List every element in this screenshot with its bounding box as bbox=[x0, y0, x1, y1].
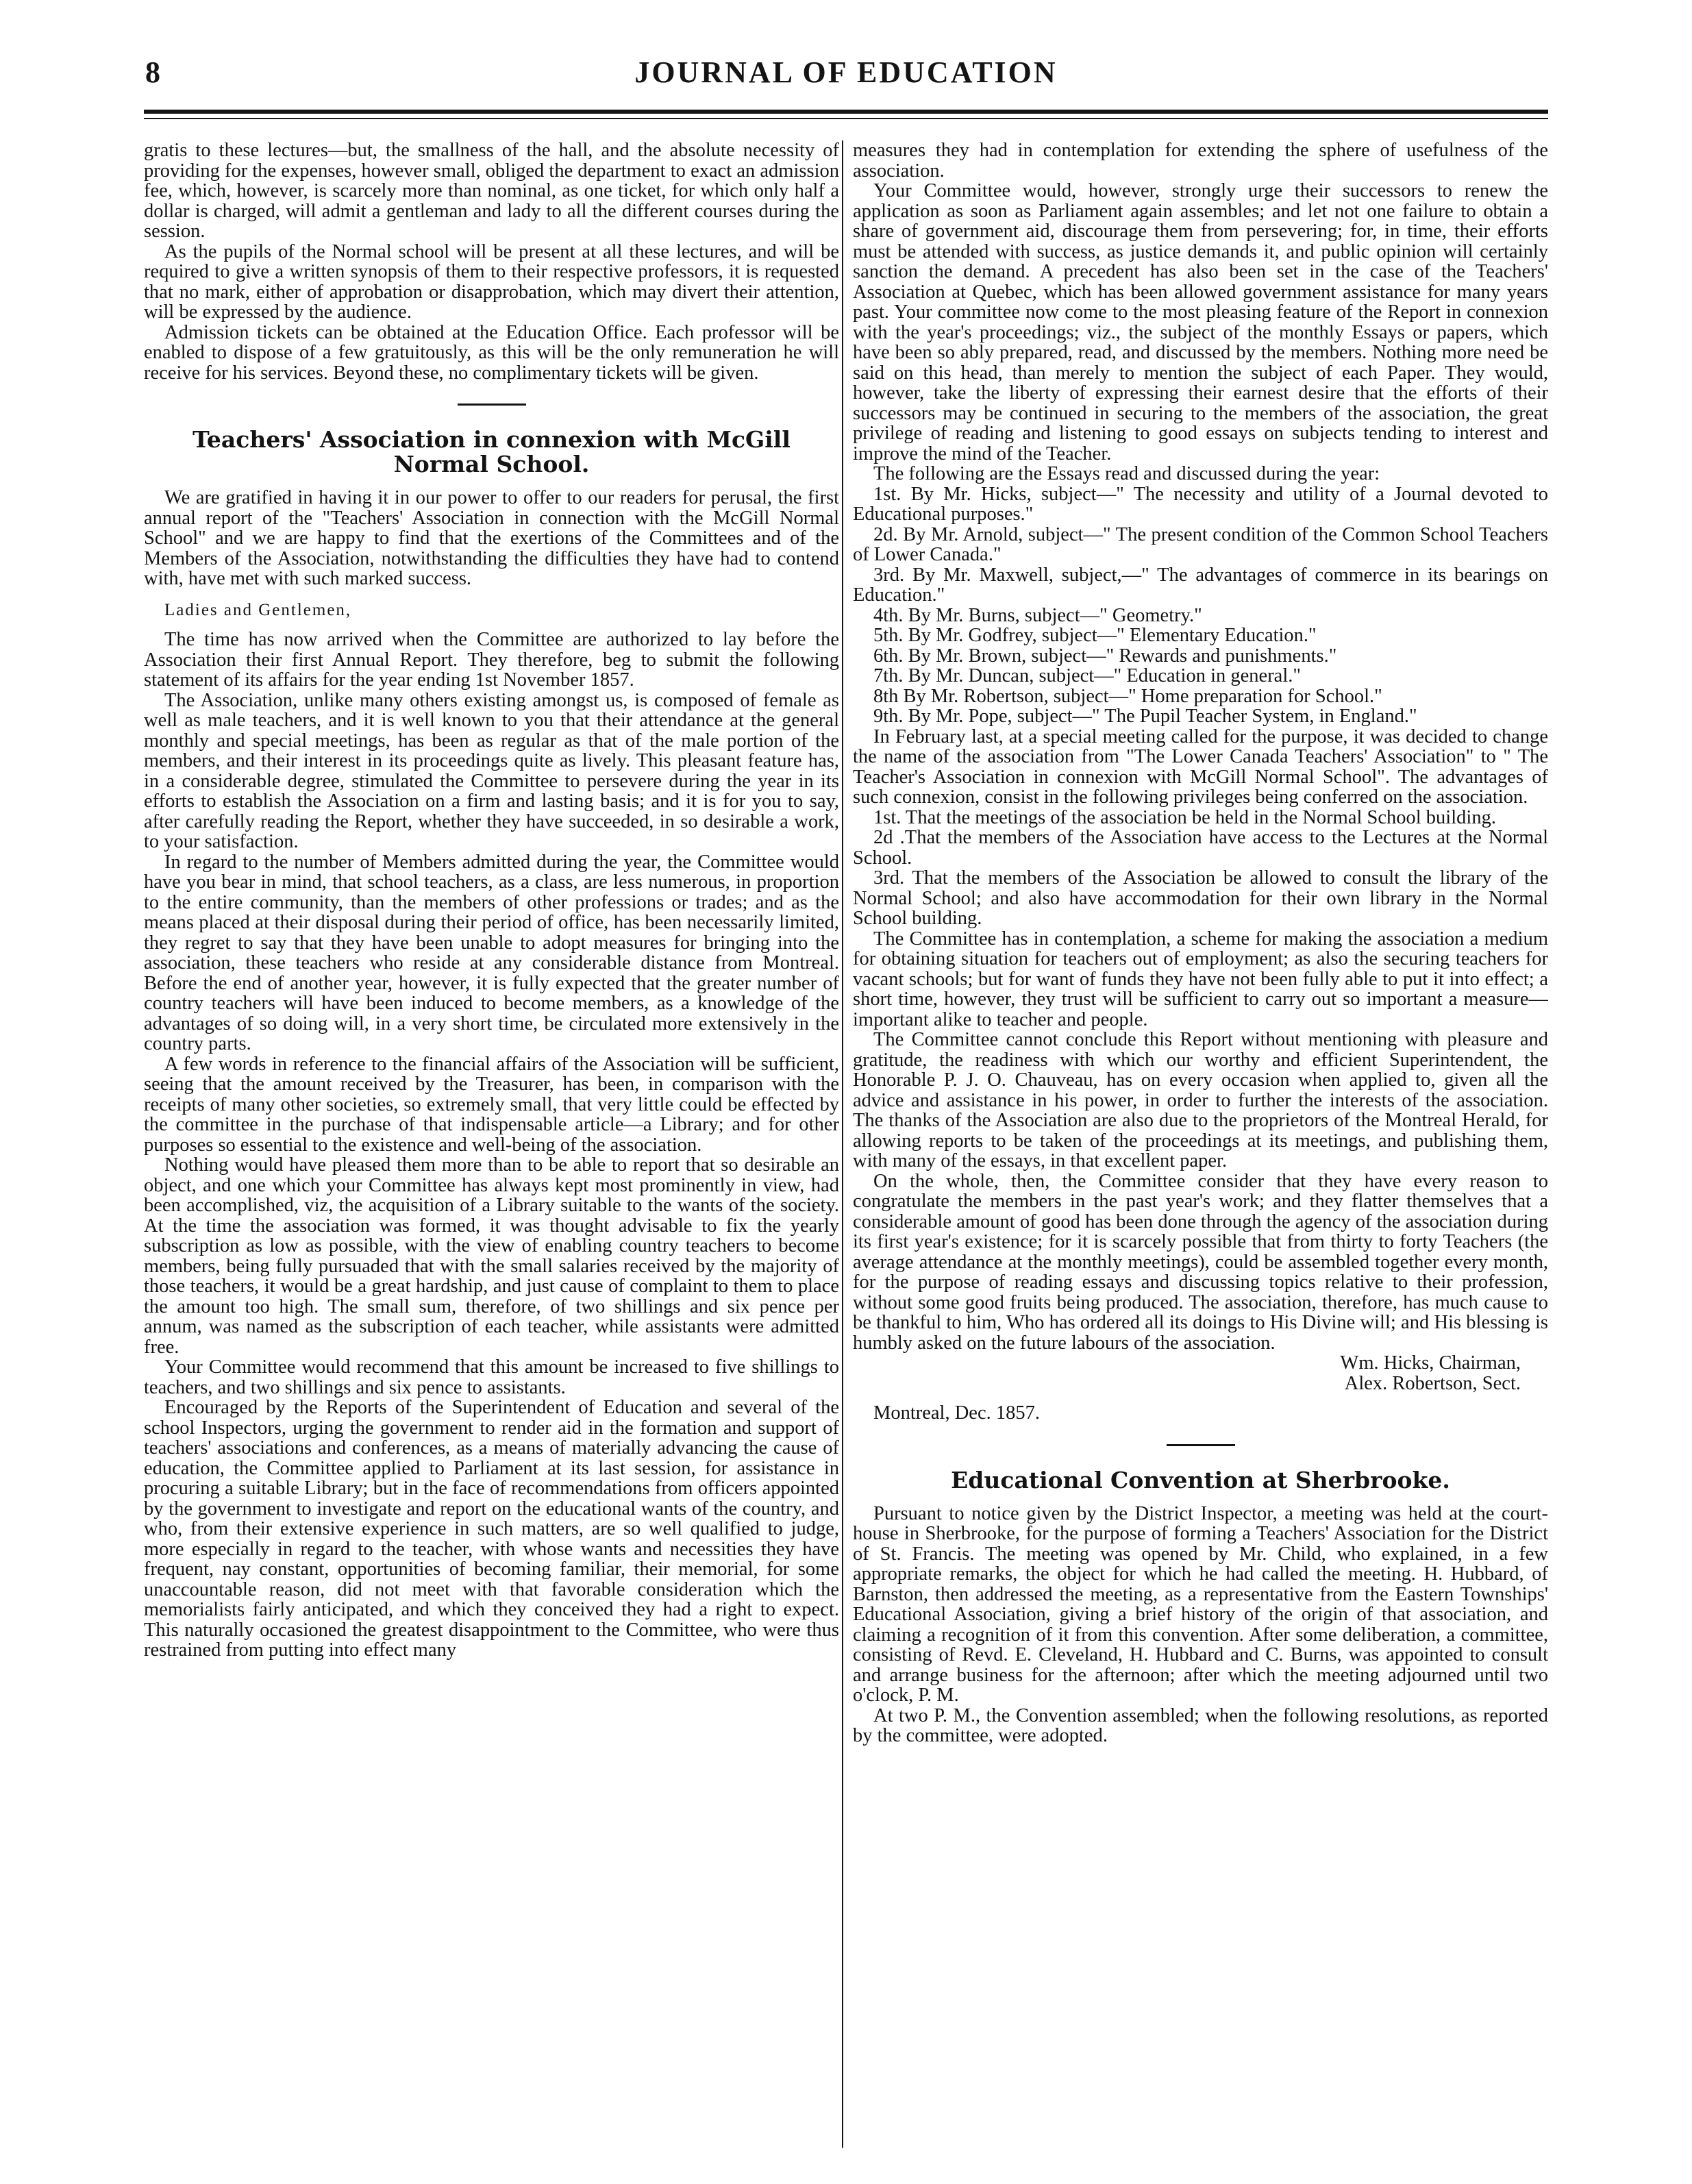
essay-item: 8th By Mr. Robertson, subject—" Home preparation for School." bbox=[873, 685, 1382, 707]
paragraph: Your Committee would recommend that this amount be increased to five shillings to teachers, and two shillings and six pence to assistants. bbox=[144, 1356, 839, 1398]
privilege-item: 2d .That the members of the Association have access to the Lectures at the Normal School. bbox=[853, 827, 1548, 869]
paragraph: Nothing would have pleased them more than to be able to report that so desirable an object, and one which your Committee has always kept most prominently in view, had been accomplished, viz, the acquisition of a Library suitable to the wants of the society. At the time the association was formed, it was thought advisable to fix the yearly subscription as low as possible, with the view of enabling country teachers to become members, being fully pursuaded that with the small salaries received by the majority of those teachers, it would be a great hardship, and just cause of complaint to them to place the amount too high. The small sum, therefore, of two shillings and six pence per annum, was named as the subscription of each teacher, while assistants were admitted free. bbox=[144, 1154, 839, 1358]
article-title: Teachers' Association in connexion with McGill Normal School. bbox=[192, 426, 791, 477]
section-separator bbox=[458, 404, 526, 406]
paragraph: Pursuant to notice given by the District Inspector, a meeting was held at the court-house in Sherbrooke, for the purpose of forming a Teachers' Association for the District of St. Francis. The meeting was opened by Mr. Child, who explained, in a few appropriate remarks, the object for which he had called the meeting. H. Hubbard, of Barnston, then addressed the meeting, as a representative from the Eastern Townships' Educational Association, giving a brief history of the origin of that association, and claiming a recognition of it from this convention. After some deliberation, a committee, consisting of Revd. E. Cleveland, H. Hubbard and C. Burns, was appointed to consult and arrange business for the afternoon; after which the meeting adjourned until two o'clock, P. M. bbox=[853, 1502, 1548, 1706]
signature-secretary: Alex. Robertson, Sect. bbox=[1344, 1372, 1521, 1394]
paragraph: Your Committee would, however, strongly urge their successors to renew the application as soon as Parliament again assembles; and let not one failure to obtain a share of government aid, discourage them from persevering; for, in time, their efforts must be attended with success, as justice demands it, and public opinion will certainly sanction the demand. A precedent has also been set in the case of the Teachers' Association at Quebec, which has been allowed government assistance for many years past. Your committee now come to the most pleasing feature of the Report in connexion with the year's proceedings; viz., the subject of the monthly Essays or papers, which have been so ably prepared, read, and discussed by the members. Nothing more need be said on this head, than merely to mention the subject of each Paper. They would, however, take the liberty of expressing their earnest desire that the efforts of their successors may be continued in securing to the members of the association, the great privilege of reading and listening to good essays on subjects tending to interest and improve the mind of the Teacher. bbox=[853, 180, 1548, 464]
section-separator bbox=[1167, 1444, 1235, 1446]
essay-item: 2d. By Mr. Arnold, subject—" The present condition of the Common School Teachers of Lower Canada." bbox=[853, 523, 1548, 565]
paragraph: The Committee cannot conclude this Report without mentioning with pleasure and gratitude, the readiness with which our worthy and efficient Superintendent, the Honorable P. J. O. Chauveau, has on every occasion when applied to, given all the advice and assistance in his power, in order to further the interests of the association. The thanks of the Association are also due to the proprietors of the Montreal Herald, for allowing reports to be taken of the proceedings at its meetings, and publishing them, with many of the essays, in that excellent paper. bbox=[853, 1029, 1548, 1171]
privilege-item: 1st. That the meetings of the association be held in the Normal School building. bbox=[873, 806, 1496, 828]
privilege-item: 3rd. That the members of the Association be allowed to consult the library of the Normal School; and also have accommodation for their own library in the Normal School building. bbox=[853, 867, 1548, 929]
essay-item: 7th. By Mr. Duncan, subject—" Education in general." bbox=[873, 665, 1302, 686]
convention-title: Educational Convention at Sherbrooke. bbox=[951, 1466, 1450, 1493]
paragraph: A few words in reference to the financial affairs of the Association will be sufficient, seeing that the amount received by the Treasurer, has been, in comparison with the receipts of many other societies, so extremely small, that very little could be effected by the committee in the purchase of that indispensable article—a Library; and for other purposes so essential to the existence and well-being of the association. bbox=[144, 1053, 839, 1156]
page-number: 8 bbox=[145, 55, 160, 89]
salutation: Ladies and Gentlemen, bbox=[164, 600, 352, 619]
paragraph: In regard to the number of Members admitted during the year, the Committee would have you bear in mind, that school teachers, as a class, are less numerous, in proportion to the entire community, than the members of other professions or trades; and as the means placed at their disposal during their period of office, has been necessarily limited, they regret to say that they have been unable to adopt measures for bringing into the association, these teachers who reside at any considerable distance from Montreal. Before the end of another year, however, it is fully expected that the greater number of country teachers will have been induced to become members, as a knowledge of the advantages of so doing will, in a very short time, be circulated more extensively in the country parts. bbox=[144, 851, 839, 1054]
paragraph: measures they had in contemplation for extending the sphere of usefulness of the association. bbox=[853, 140, 1548, 182]
paragraph: Encouraged by the Reports of the Superintendent of Education and several of the school Inspectors, urging the government to render aid in the formation and support of teachers' associations and conferences, as a means of materially advancing the cause of education, the Committee applied to Parliament at its last session, for assistance in procuring a suitable Library; but in the face of recommendations from officers appointed by the government to investigate and report on the educational wants of the country, and who, from their extensive experience in such matters, are so well qualified to judge, more especially in regard to the teacher, with whose wants and necessities they have frequent, nay constant, opportunities of becoming familiar, their memorial, for some unaccountable reason, did not meet with that favorable consideration which the memorialists fairly anticipated, and which they conceived they had a right to expect. This naturally occasioned the greatest disappointment to the Committee, who were thus restrained from putting into effect many bbox=[144, 1397, 839, 1661]
paragraph: The Association, unlike many others existing amongst us, is composed of female as well as male teachers, and it is well known to you that their attendance at the general monthly and special meetings, has been as regular as that of the male portion of the members, and their interest in its proceedings quite as lively. This pleasant feature has, in a considerable degree, stimulated the Committee to persevere during the year in its efforts to establish the Association on a firm and lasting basis; and it is for you to say, after carefully reading the Report, whether they have succeeded, in so desirable a work, to your satisfaction. bbox=[144, 689, 839, 852]
paragraph: Admission tickets can be obtained at the Education Office. Each professor will be enabled to dispose of a few gratuitously, as this will be the only remuneration he will receive for his services. Beyond these, no complimentary tickets will be given. bbox=[144, 321, 839, 384]
paragraph: At two P. M., the Convention assembled; when the following resolutions, as reported by the committee, were adopted. bbox=[853, 1704, 1548, 1746]
article-intro: We are gratified in having it in our power to offer to our readers for perusal, the first annual report of the "Teachers' Association in connection with the McGill Normal School" and we are happy to find that the exertions of the Committees and of the Members of the Association, notwithstanding the difficulties they have had to contend with, have met with such marked success. bbox=[144, 487, 839, 589]
paragraph: The Committee has in contemplation, a scheme for making the association a medium for obtaining situation for teachers out of employment; as also the securing teachers for vacant schools; but for want of funds they have not been fully able to put it into effect; a short time, however, they trust will be sufficient to carry out so important a measure—important alike to teacher and people. bbox=[853, 928, 1548, 1030]
header-rule-thick bbox=[144, 110, 1548, 114]
essay-item: 4th. By Mr. Burns, subject—" Geometry." bbox=[873, 604, 1202, 626]
essay-item: 3rd. By Mr. Maxwell, subject,—" The advantages of commerce in its bearings on Education." bbox=[853, 564, 1548, 606]
signature-chairman: Wm. Hicks, Chairman, bbox=[1340, 1352, 1521, 1374]
dateline: Montreal, Dec. 1857. bbox=[873, 1402, 1040, 1424]
paragraph: gratis to these lectures—but, the smallness of the hall, and the absolute necessity of providing for the expenses, however small, obliged the department to exact an admission fee, which, however, is scarcely more than nominal, as one ticket, for which only half a dollar is charged, will admit a gentleman and lady to all the different courses during the session. bbox=[144, 140, 839, 242]
essay-item: 6th. By Mr. Brown, subject—" Rewards and punishments." bbox=[873, 645, 1337, 667]
essay-item: 5th. By Mr. Godfrey, subject—" Elementary Education." bbox=[873, 625, 1317, 646]
header-rule-thin bbox=[144, 118, 1548, 119]
paragraph: In February last, at a special meeting called for the purpose, it was decided to change the name of the association from "The Lower Canada Teachers' Association" to " The Teacher's Association in connexion with McGill Normal School". The advantages of such connexion, consist in the following privileges being conferred on the association. bbox=[853, 725, 1548, 808]
essay-item: 1st. By Mr. Hicks, subject—" The necessity and utility of a Journal devoted to Educational purposes." bbox=[853, 483, 1548, 525]
column-divider bbox=[842, 140, 843, 2148]
paragraph: As the pupils of the Normal school will be present at all these lectures, and will be required to give a written synopsis of them to their respective professors, it is requested that no mark, either of approbation or disapprobation, which may divert their attention, will be expressed by the audience. bbox=[144, 240, 839, 323]
essay-item: 9th. By Mr. Pope, subject—" The Pupil Teacher System, in England." bbox=[873, 706, 1417, 727]
paragraph: On the whole, then, the Committee consider that they have every reason to congratulate the members in the past year's work; and they flatter themselves that a considerable amount of good has been done through the agency of the association during its first year's existence; for it is scarcely possible that from thirty to forty Teachers (the average attendance at the monthly meetings), could be assembled together every month, for the purpose of reading essays and discussing topics relative to their profession, without some good fruits being produced. The association, therefore, has much cause to be thankful to him, Who has ordered all its doings to His Divine will; and His blessing is humbly asked on the future labours of the association. bbox=[853, 1170, 1548, 1354]
right-column bbox=[853, 140, 1548, 2151]
paragraph: The time has now arrived when the Committee are authorized to lay before the Association their first Annual Report. They therefore, beg to submit the following statement of its affairs for the year ending 1st November 1857. bbox=[144, 629, 839, 691]
page-header bbox=[137, 55, 1555, 103]
paragraph: The following are the Essays read and discussed during the year: bbox=[873, 463, 1380, 484]
journal-title: JOURNAL OF EDUCATION bbox=[634, 55, 1058, 89]
left-column bbox=[144, 140, 839, 2151]
